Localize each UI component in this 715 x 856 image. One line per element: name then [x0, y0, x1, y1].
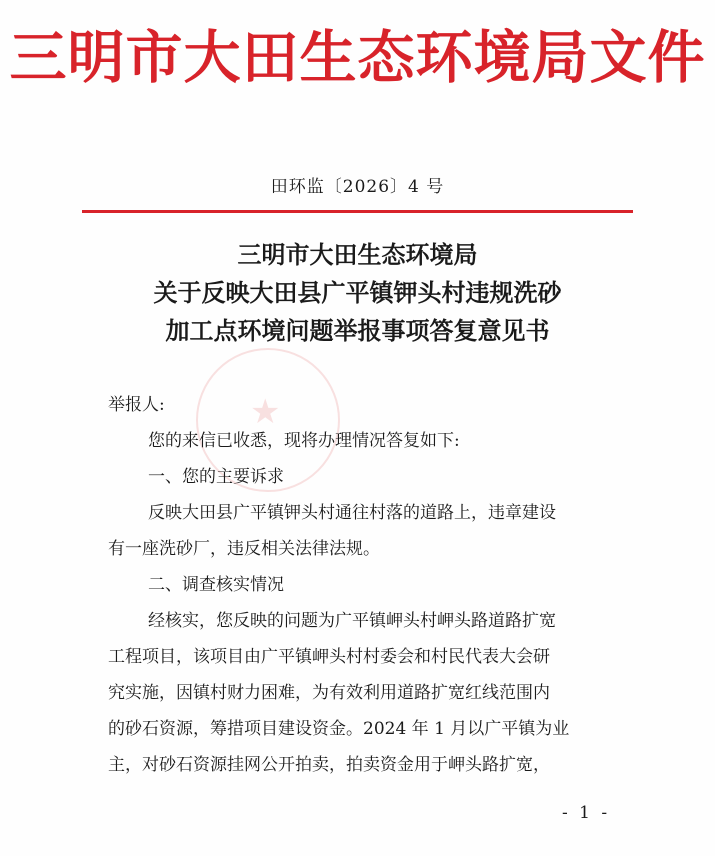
title-line-3: 加工点环境问题举报事项答复意见书 — [165, 316, 550, 345]
document-number: 田环监〔2026〕4 号 — [270, 177, 445, 197]
masthead-title: 三明市大田生态环境局文件 — [9, 25, 706, 91]
section-2-line-3: 究实施，因镇村财力困难，为有效利用道路扩宽红线范围内 — [108, 683, 550, 703]
seal-star-icon: ★ — [250, 392, 281, 432]
salutation: 举报人: — [108, 395, 165, 415]
section-2-line-1: 经核实，您反映的问题为广平镇岬头村岬头路道路扩宽 — [148, 611, 556, 631]
section-2-line-2: 工程项目，该项目由广平镇岬头村村委会和村民代表大会研 — [108, 647, 550, 667]
section-1-heading: 一、您的主要诉求 — [148, 467, 284, 487]
title-line-1: 三明市大田生态环境局 — [237, 240, 478, 269]
title-line-2: 关于反映大田县广平镇钾头村违规洗砂 — [153, 278, 562, 307]
section-1-line-2: 有一座洗砂厂，违反相关法律法规。 — [108, 539, 380, 559]
section-1-line-1: 反映大田县广平镇钾头村通往村落的道路上，违章建设 — [148, 503, 556, 523]
section-2-heading: 二、调查核实情况 — [148, 575, 284, 595]
section-2-line-4: 的砂石资源，筹措项目建设资金。2024 年 1 月以广平镇为业 — [108, 719, 570, 739]
intro-paragraph: 您的来信已收悉，现将办理情况答复如下: — [148, 431, 460, 451]
section-2-line-5: 主，对砂石资源挂网公开拍卖，拍卖资金用于岬头路扩宽， — [108, 755, 550, 775]
red-divider-line — [82, 210, 633, 213]
page-number: - 1 - — [562, 803, 611, 823]
